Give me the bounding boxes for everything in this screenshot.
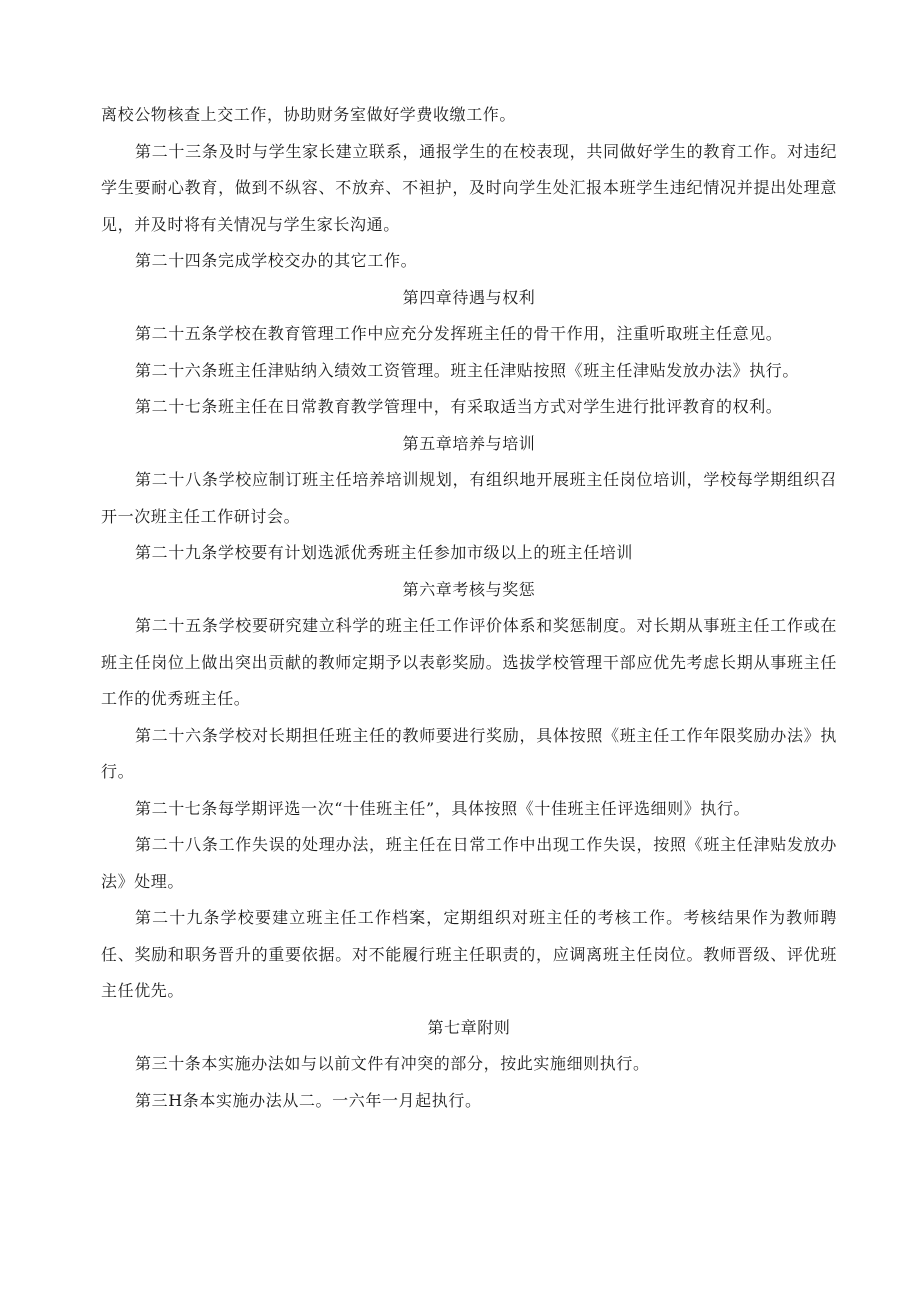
article-23: 第二十三条及时与学生家长建立联系，通报学生的在校表现，共同做好学生的教育工作。对违纪学生要耐心教育，做到不纵容、不放弃、不袒护，及时向学生处汇报本班学生违纪情况并提出处理意见，并及时将有关情况与学生家长沟通。	[101, 141, 837, 234]
article-29-b: 第二十九条学校要建立班主任工作档案，定期组织对班主任的考核工作。考核结果作为教师聘任、奖励和职务晋升的重要依据。对不能履行班主任职责的，应调离班主任岗位。教师晋级、评优班主任优先。	[101, 908, 837, 1000]
article-27: 第二十七条班主任在日常教育教学管理中，有采取适当方式对学生进行批评教育的权利。	[135, 397, 783, 416]
document-body	[101, 97, 837, 1119]
paragraph-continuation: 离校公物核查上交工作，协助财务室做好学费收缴工作。	[101, 105, 517, 124]
chapter-4-heading: 第四章待遇与权利	[402, 287, 536, 307]
article-25-b: 第二十五条学校要研究建立科学的班主任工作评价体系和奖惩制度。对长期从事班主任工作或在班主任岗位上做出突出贡献的教师定期予以表彰奖励。选拔学校管理干部应优先考虑长期从事班主任工作的优秀班主任。	[101, 616, 837, 708]
chapter-5-heading: 第五章培养与培训	[402, 433, 536, 453]
chapter-7-heading: 第七章附则	[427, 1017, 511, 1037]
article-25: 第二十五条学校在教育管理工作中应充分发挥班主任的骨干作用，注重听取班主任意见。	[135, 324, 783, 343]
article-26: 第二十六条班主任津贴纳入绩效工资管理。班主任津贴按照《班主任津贴发放办法》执行。	[135, 360, 800, 380]
article-31: 第三H条本实施办法从二。一六年一月起执行。	[135, 1090, 482, 1110]
article-24: 第二十四条完成学校交办的其它工作。	[135, 251, 418, 270]
chapter-6-heading: 第六章考核与奖惩	[402, 579, 536, 599]
article-29: 第二十九条学校要有计划选派优秀班主任参加市级以上的班主任培训	[135, 543, 634, 562]
article-28: 第二十八条学校应制订班主任培养培训规划，有组织地开展班主任岗位培训，学校每学期组织召开一次班主任工作研讨会。	[101, 470, 837, 526]
article-26-b: 第二十六条学校对长期担任班主任的教师要进行奖励，具体按照《班主任工作年限奖励办法》执行。	[101, 725, 837, 781]
article-30: 第三十条本实施办法如与以前文件有冲突的部分，按此实施细则执行。	[135, 1054, 650, 1073]
article-27-b: 第二十七条每学期评选一次“十佳班主任”，具体按照《十佳班主任评选细则》执行。	[135, 798, 751, 818]
article-28-b: 第二十八条工作失误的处理办法，班主任在日常工作中出现工作失误，按照《班主任津贴发放办法》处理。	[101, 835, 837, 891]
